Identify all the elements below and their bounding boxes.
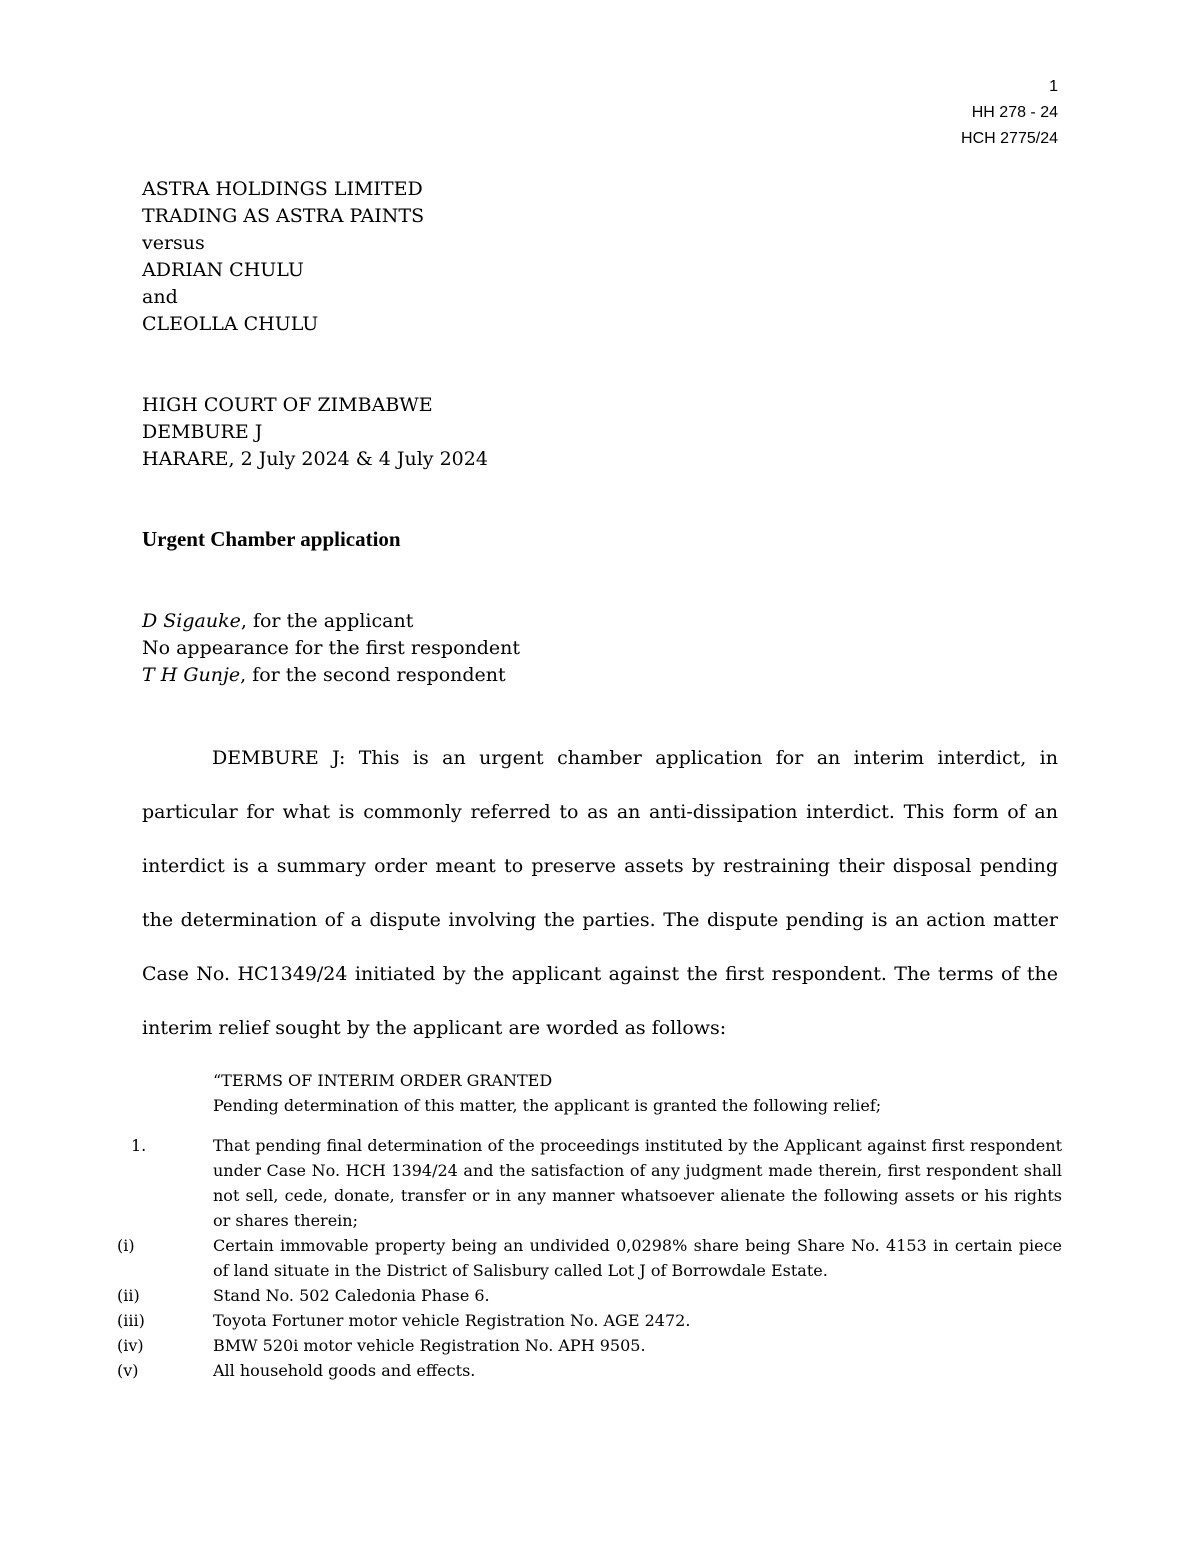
- page-header: [961, 74, 1058, 152]
- subitem-text: Certain immovable property being an undivided 0,0298% share being Share No. 4153 in certain piece of land situate in the District of Salisbury called Lot J of Borrowdale Estate.: [213, 1236, 1062, 1280]
- list-item: [117, 1358, 1062, 1383]
- list-item: [117, 1333, 1062, 1358]
- subitem-number: (iv): [117, 1336, 144, 1355]
- parties-block: [142, 176, 424, 338]
- order-list: [117, 1133, 1062, 1383]
- place-and-dates: HARARE, 2 July 2024 & 4 July 2024: [142, 448, 488, 470]
- subitem-number: (ii): [117, 1286, 140, 1305]
- applicant-counsel-role: , for the applicant: [240, 610, 414, 632]
- second-respondent-counsel-name: T H Gunje: [142, 664, 241, 686]
- applicant-counsel-name: D Sigauke: [142, 610, 241, 632]
- judgment-reference: HH 278 - 24: [971, 104, 1058, 121]
- subitem-number: (i): [117, 1236, 135, 1255]
- subitem-text: Toyota Fortuner motor vehicle Registration No. AGE 2472.: [213, 1311, 691, 1330]
- second-respondent-name: CLEOLLA CHULU: [142, 313, 319, 335]
- subitem-number: (v): [117, 1361, 139, 1380]
- first-respondent-counsel: No appearance for the first respondent: [142, 637, 521, 659]
- subitem-text: BMW 520i motor vehicle Registration No. APH 9505.: [213, 1336, 646, 1355]
- quoted-order-heading: [213, 1068, 881, 1118]
- case-reference: HCH 2775/24: [961, 130, 1058, 147]
- applicant-name: ASTRA HOLDINGS LIMITED: [142, 178, 423, 200]
- court-name: HIGH COURT OF ZIMBABWE: [142, 394, 433, 416]
- order-heading: “TERMS OF INTERIM ORDER GRANTED: [213, 1071, 553, 1090]
- subitem-number: (iii): [117, 1311, 145, 1330]
- body-paragraph: DEMBURE J: This is an urgent chamber application for an interim interdict, in particular for what is commonly referred to as an anti-dissipation interdict. This form of an interdict is a summary order meant to preserve assets by restraining their disposal pending the determination of a dispute involving the parties. The dispute pending is an action matter Case No. HC1349/24 initiated by the applicant against the first respondent. The terms of the interim relief sought by the applicant are worded as follows:: [142, 747, 1058, 1039]
- document-title: Urgent Chamber application: [142, 527, 401, 551]
- list-item: [117, 1308, 1062, 1333]
- item-text: That pending final determination of the proceedings instituted by the Applicant against first respondent under Case No. HCH 1394/24 and the satisfaction of any judgment made therein, first respondent shall not sell, cede, donate, transfer or in any manner whatsoever alienate the following assets or his rights or shares therein;: [213, 1136, 1062, 1230]
- applicant-trading-name: TRADING AS ASTRA PAINTS: [142, 205, 425, 227]
- list-item: [117, 1233, 1062, 1283]
- judgment-body: [142, 731, 1058, 1055]
- counsel-block: [142, 608, 520, 689]
- item-number: 1.: [131, 1136, 147, 1155]
- subitem-text: Stand No. 502 Caledonia Phase 6.: [213, 1286, 490, 1305]
- judge-name: DEMBURE J: [142, 421, 263, 443]
- versus-label: versus: [142, 232, 205, 254]
- page-number: 1: [1049, 78, 1058, 95]
- court-block: [142, 392, 488, 473]
- order-intro: Pending determination of this matter, the applicant is granted the following relief;: [213, 1096, 882, 1115]
- and-label: and: [142, 286, 178, 308]
- applicant-counsel: [142, 608, 520, 635]
- second-respondent-counsel-role: , for the second respondent: [240, 664, 506, 686]
- list-item: [117, 1283, 1062, 1308]
- subitem-text: All household goods and effects.: [213, 1361, 476, 1380]
- first-respondent-name: ADRIAN CHULU: [142, 259, 304, 281]
- second-respondent-counsel: [142, 662, 520, 689]
- list-item: [117, 1133, 1062, 1233]
